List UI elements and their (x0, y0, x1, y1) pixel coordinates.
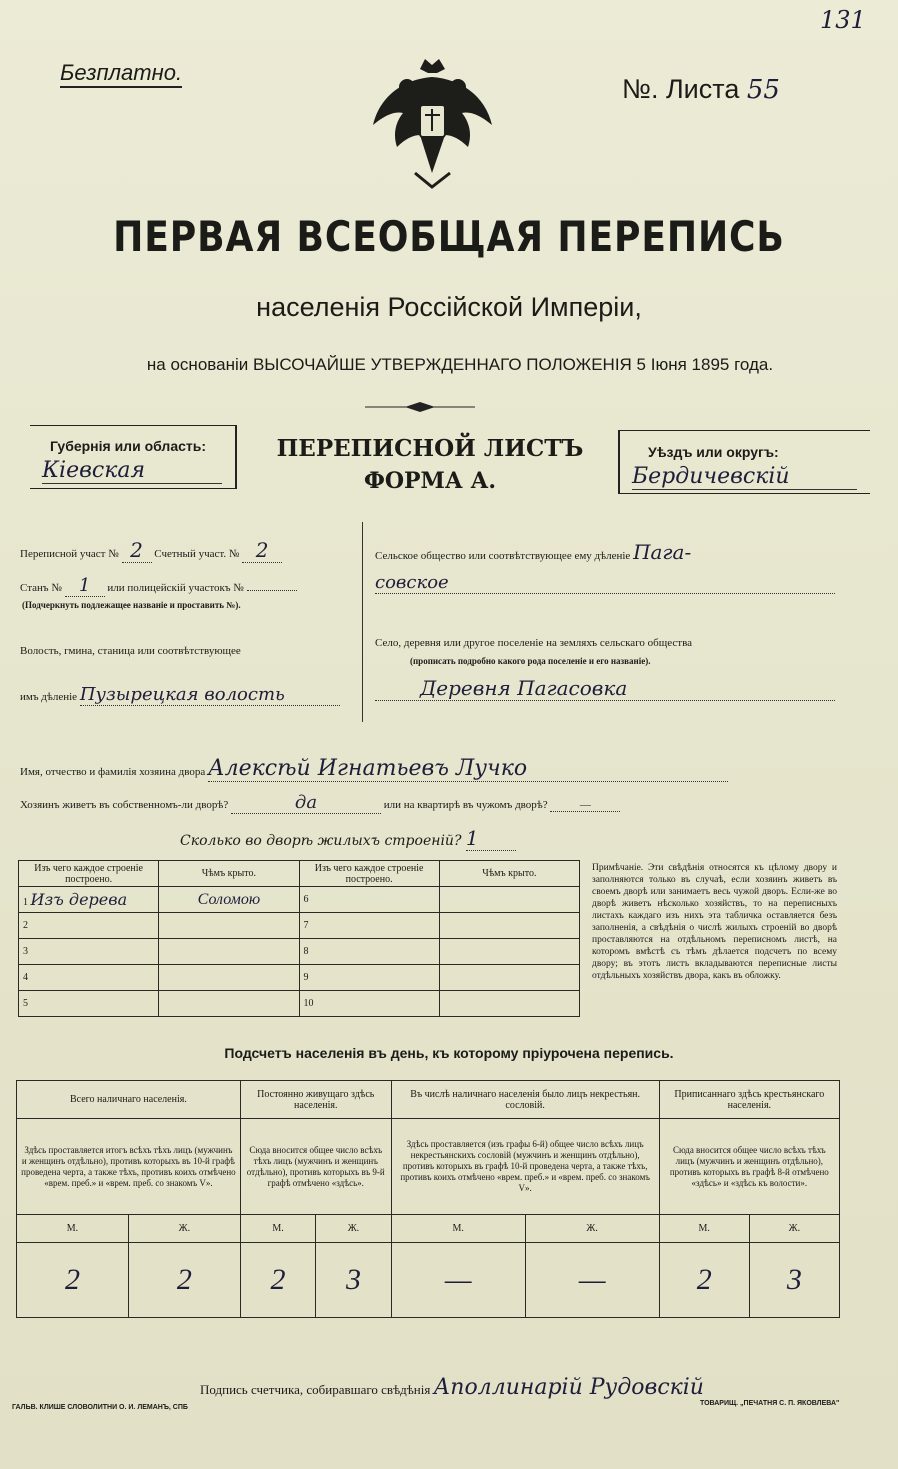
vertical-divider (362, 522, 363, 722)
header-registered: Приписаннаго здѣсь крестьянскаго населенія. (659, 1081, 839, 1119)
main-title: ПЕРВАЯ ВСЕОБЩАЯ ПЕРЕПИСЬ (113, 212, 785, 261)
population-title: Подсчетъ населенія въ день, къ которому пріурочена перепись. (224, 1045, 674, 1061)
guberniya-label: Губернія или область: (50, 438, 207, 454)
census-district-row: Переписной участ № 2 Счетный участ. № 2 (20, 538, 282, 563)
village-label: Село, деревня или другое поселеніе на земляхъ сельскаго общества (375, 637, 693, 649)
printer-left: ГАЛЬВ. КЛИШЕ СЛОВОЛИТНИ О. И. ЛЕМАНЪ, СПБ (12, 1404, 188, 1411)
table-row: 4 9 (19, 965, 580, 991)
col-roof-2: Чѣмъ крыто. (439, 861, 579, 887)
volost-row: имъ дѣленіе Пузырецкая волость (20, 684, 340, 706)
col-material-2: Изъ чего каждое строеніе построено. (299, 861, 439, 887)
double-headed-eagle-icon (365, 55, 500, 195)
header-non-peasant: Въ числѣ наличнаго населенія было лицъ некрестьян. сословій. (391, 1081, 659, 1119)
col-material: Изъ чего каждое строеніе построено. (19, 861, 159, 887)
table-row: 3 8 (19, 939, 580, 965)
ornament-divider (365, 400, 475, 414)
stan-note: (Подчеркнуть подлежащее названіе и проставить №). (22, 600, 241, 610)
stan-row: Станъ № 1 или полицейскій участокъ № (20, 575, 297, 597)
owner-row: Имя, отчество и фамилія хозяина двора Алексѣй Игнатьевъ Лучко (20, 756, 728, 782)
form-title: ПЕРЕПИСНОЙ ЛИСТЪ (276, 435, 584, 462)
subtitle: населенія Россійской Имперіи, (256, 292, 642, 322)
form-sub: ФОРМА А. (363, 468, 497, 494)
basis-line: на основаніи ВЫСОЧАЙШЕ УТВЕРЖДЕННАГО ПОЛОЖЕНІЯ 5 Іюня 1895 года. (146, 355, 774, 374)
stan-value: 1 (65, 575, 105, 597)
header-total: Всего наличнаго населенія. (17, 1081, 241, 1119)
society-value-1: Пага- (633, 540, 692, 564)
volost-value: Пузырецкая волость (80, 684, 340, 706)
census-district-value: 2 (122, 538, 152, 563)
sheet-no-label: №. Листа 55 (622, 74, 780, 105)
corner-number: 131 (820, 6, 866, 34)
population-values-row: 2 2 2 3 — — 2 3 (17, 1243, 840, 1318)
society-row: Сельское общество или соотвѣтствующее ему дѣленіе Пага- (375, 540, 692, 564)
col-roof: Чѣмъ крыто. (159, 861, 299, 887)
guberniya-value: Кіевская (42, 458, 222, 484)
owner-value: Алексѣй Игнатьевъ Лучко (208, 756, 728, 782)
sheet-no-value: 55 (746, 75, 780, 105)
printer-right: ТОВАРИЩ. „ПЕЧАТНЯ С. П. ЯКОВЛЕВА" (700, 1400, 840, 1407)
table-row: 1 Изъ дерева Соломою 6 (19, 887, 580, 913)
signature-value: Аполлинарій Рудовскій (433, 1375, 704, 1400)
table-row: 5 10 (19, 991, 580, 1017)
society-value-2: совское (375, 572, 835, 594)
village-note: (прописать подробно какого рода поселеніе и его названіе). (410, 656, 651, 666)
uezd-label: Уѣздъ или округъ: (648, 444, 779, 460)
village-value: Деревня Пагасовка (375, 676, 835, 701)
table-row: 2 7 (19, 913, 580, 939)
buildings-table (18, 860, 580, 1017)
own-yard-value: да (231, 792, 381, 814)
header-resident: Постоянно живущаго здѣсь населенія. (240, 1081, 391, 1119)
count-district-value: 2 (242, 538, 282, 563)
population-table: Всего наличнаго населенія. Постоянно живущаго здѣсь населенія. Въ числѣ наличнаго населенія было лицъ некрестьян. сословій. Приписаннаго здѣсь крестьянскаго населенія. Здѣсь проставляется итогъ всѣхъ тѣхъ лицъ (мужчинъ и женщинъ отдѣльно), противъ которыхъ въ 10-й графѣ проведена черта, а также тѣхъ, противъ коихъ отмѣчено «врем. преб.» и «врем. преб. со знакомъ V». Сюда вносится общее число всѣхъ тѣхъ лицъ (мужчинъ и женщинъ отдѣльно), противъ которыхъ въ 9-й графѣ отмѣчено «здѣсь». Здѣсь проставляется (изъ графы 6-й) общее число всѣхъ лицъ некрестьянскихъ сословій (мужчинъ и женщинъ отдѣльно), противъ которыхъ въ графѣ 10-й проведена черта, а также тѣхъ, противъ коихъ отмѣчено «врем. преб.» и «врем. преб. со знакомъ V». Сюда вносится общее число всѣхъ тѣхъ лицъ (мужчинъ и женщинъ отдѣльно), противъ которыхъ въ графѣ 8-й отмѣчено «здѣсь» и «здѣсь къ волости». М. Ж. М. Ж. М. Ж. М. Ж. 2 2 2 3 — — 2 3 (16, 1080, 840, 1318)
note-text: Примѣчаніе. Эти свѣдѣнія относятся къ цѣлому двору и заполняются только въ случаѣ, если хозяинъ живетъ въ своемъ дворѣ или занимаетъ весь чужой дворъ. Если-же во дворѣ живетъ нѣсколько хозяйствъ, то на переписныхъ листахъ каждаго изъ нихъ эта табличка оставляется безъ заполненія, а свѣдѣнія о числѣ жилыхъ строеній во дворѣ проставляются на отдѣльномъ переписномъ листѣ, на которомъ вмѣстѣ съ тѣмъ дѣлается подсчетъ по всему двору; въ этотъ листъ вкладываются переписные листы отдѣльныхъ хозяйствъ двора, какъ въ обложку. (592, 863, 837, 981)
buildings-value: 1 (466, 826, 516, 851)
volost-label-1: Волость, гмина, станица или соотвѣтствующее (20, 645, 241, 657)
other-yard-value: — (550, 799, 620, 812)
signature-row: Подпись счетчика, собиравшаго свѣдѣнія Аполлинарій Рудовскій (200, 1375, 704, 1400)
yard-row: Хозяинъ живетъ въ собственномъ-ли дворѣ? да или на квартирѣ въ чужомъ дворѣ? — (20, 792, 620, 814)
buildings-row: Сколько во дворѣ жилыхъ строеній? 1 (180, 826, 516, 851)
free-label: Безплатно. (60, 60, 182, 88)
uezd-value: Бердичевскій (632, 464, 857, 490)
